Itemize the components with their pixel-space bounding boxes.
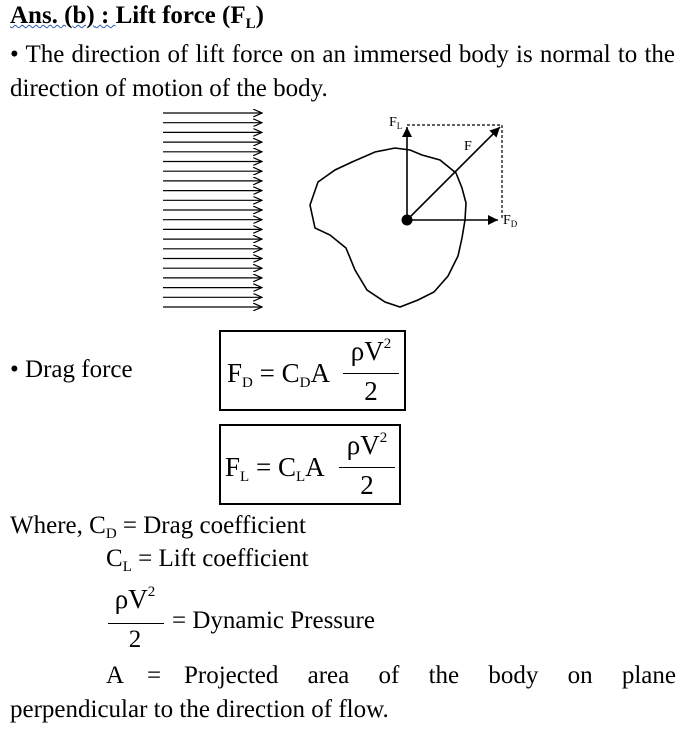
resultant-vector (407, 127, 500, 220)
heading-colon: : (94, 2, 116, 29)
area-definition-continued: perpendicular to the direction of flow. (10, 696, 389, 723)
lift-numerator: $\rho V^2$ (346, 430, 388, 460)
dynamic-pressure-denominator: 2 (128, 626, 142, 653)
flow-arrows (163, 113, 262, 307)
heading-title-end: ) (255, 2, 264, 29)
where-cl-line: $C_L$ = Lift coefficient (106, 545, 309, 575)
label-fl: $F_L$ (389, 115, 403, 131)
area-symbol: A (106, 662, 125, 689)
intro-bullet: • (10, 41, 19, 68)
drag-bullet: • (10, 356, 19, 383)
area-equals: = (146, 662, 162, 689)
dynamic-pressure-text: = Dynamic Pressure (172, 607, 375, 634)
where-cd-line: Where, $C_D$ = Drag coefficient (10, 512, 306, 542)
lift-formula-box (219, 424, 401, 505)
dynamic-pressure-fraction-line (108, 623, 164, 624)
intro-text: The direction of lift force on an immersed body is normal to the direction of motion of the body. (10, 41, 675, 102)
lift-drag-diagram (0, 0, 696, 330)
label-f: F (464, 139, 472, 154)
area-definition-line (106, 662, 676, 690)
lift-denominator: 2 (360, 470, 374, 500)
label-fd: $F_D$ (503, 213, 518, 229)
answer-option: Ans. (b) (10, 2, 95, 29)
heading-title-sub: L (245, 16, 256, 32)
drag-label-text: Drag force (25, 356, 133, 383)
drag-formula-lhs: FD = CDA (227, 358, 330, 391)
drag-force-label (10, 356, 133, 384)
drag-numerator: $\rho V^2$ (350, 336, 392, 366)
drag-formula-box (219, 330, 406, 411)
immersed-body-outline (310, 148, 466, 307)
lift-fraction-line (339, 467, 395, 468)
drag-fraction-line (343, 373, 399, 374)
drag-denominator: 2 (364, 376, 378, 406)
area-text: Projected area of the body on plane (183, 662, 676, 689)
lift-formula-lhs: FL = CLA (225, 452, 325, 485)
heading-title: Lift force (F (115, 2, 246, 29)
dynamic-pressure-numerator: $\rho V^2$ (114, 584, 156, 614)
body-center-point (402, 215, 413, 226)
